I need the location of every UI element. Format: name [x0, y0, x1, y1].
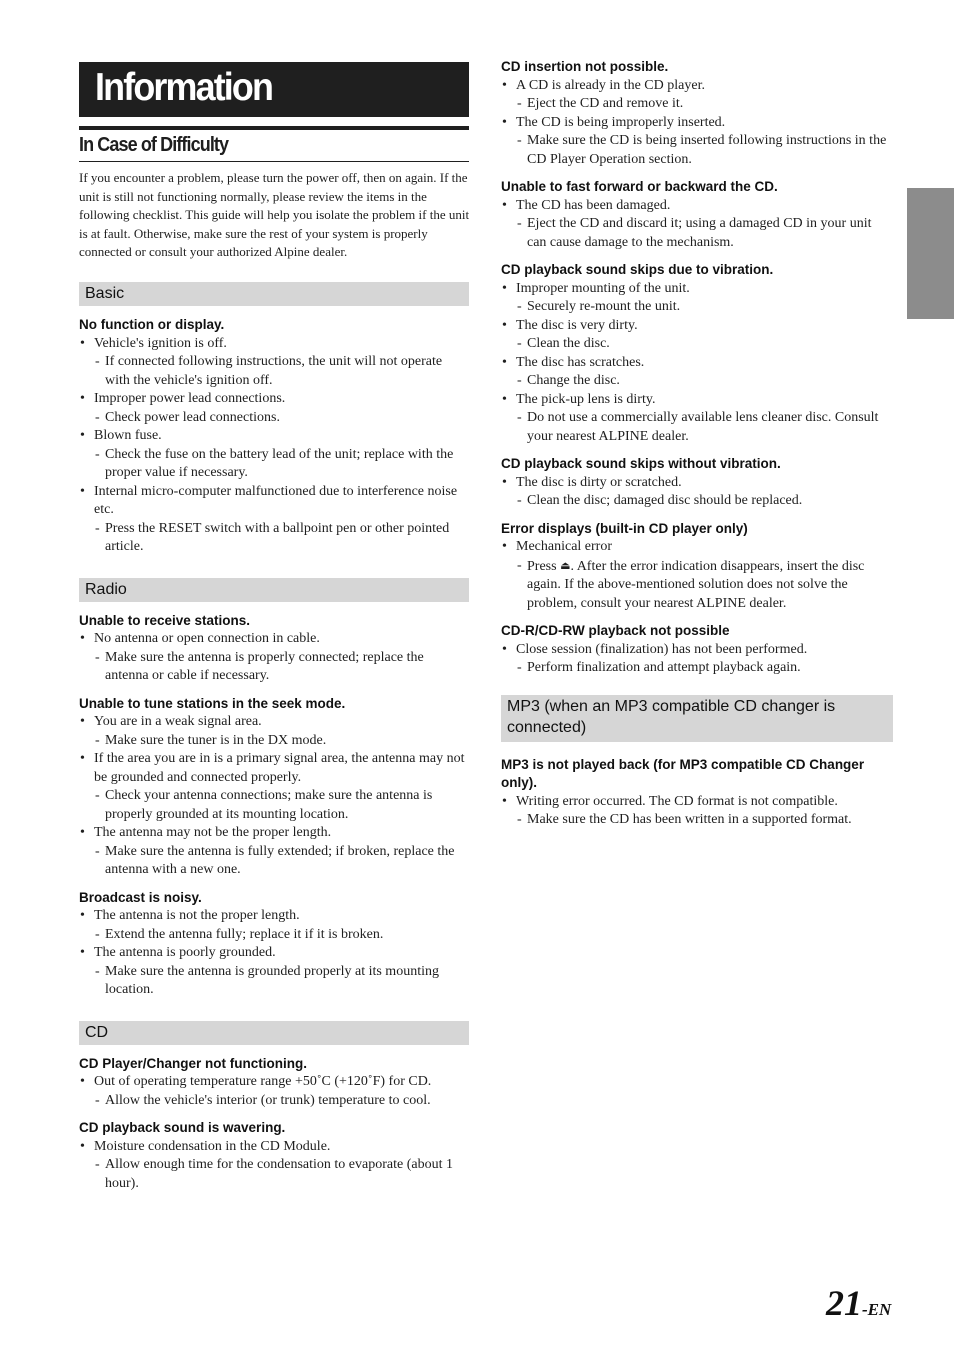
cause-bullet: • The CD is being improperly inserted. — [501, 114, 893, 133]
item-title: No function or display. — [79, 317, 225, 332]
cause-bullet: • A CD is already in the CD player. — [501, 77, 893, 96]
cause-bullet: • Out of operating temperature range +50˚C (+120˚F) for CD. — [79, 1073, 469, 1092]
remedy-text-prefix: Press — [527, 558, 557, 574]
cause-bullet: • The disc has scratches. — [501, 354, 893, 373]
cause-bullet: • The disc is dirty or scratched. — [501, 474, 893, 493]
page-number-value: 21 — [826, 1283, 862, 1323]
page-number — [826, 1282, 891, 1324]
item-title: CD playback sound skips due to vibration. — [501, 262, 774, 277]
item-title: CD playback sound is wavering. — [79, 1120, 286, 1135]
item-title: Unable to tune stations in the seek mode. — [79, 695, 346, 711]
cause-bullet: • The antenna is poorly grounded. — [79, 944, 469, 963]
remedy-line: - Change the disc. — [501, 372, 893, 391]
remedy-line — [501, 557, 893, 614]
cause-bullet: • Improper mounting of the unit. — [501, 280, 893, 299]
side-tab-marker — [907, 188, 954, 319]
page-title: Information — [95, 66, 273, 109]
remedy-line: - Make sure the antenna is fully extended; if broken, replace the antenna with a new one. — [79, 843, 469, 880]
troubleshooting-item — [79, 612, 469, 686]
item-title: CD Player/Changer not functioning. — [79, 1055, 308, 1071]
cause-bullet: • If the area you are in is a primary signal area, the antenna may not be grounded and connected properly. — [79, 750, 469, 787]
cause-bullet: • Close session (finalization) has not been performed. — [501, 641, 893, 660]
item-title: Error displays (built-in CD player only) — [501, 520, 748, 536]
remedy-line: - Allow enough time for the condensation to evaporate (about 1 hour). — [79, 1156, 469, 1193]
page-subtitle: In Case of Difficulty — [79, 134, 229, 156]
section-heading-basic: Basic — [79, 282, 469, 306]
troubleshooting-item — [501, 178, 893, 252]
troubleshooting-item — [501, 261, 893, 446]
page-number-suffix: -EN — [862, 1300, 892, 1319]
mp3-items — [501, 756, 893, 830]
cd-items-right — [501, 58, 893, 678]
right-flow — [501, 58, 893, 839]
remedy-line: - Extend the antenna fully; replace it if it is broken. — [79, 926, 469, 945]
cause-bullet: • Moisture condensation in the CD Module. — [79, 1138, 469, 1157]
item-title: CD insertion not possible. — [501, 59, 669, 74]
intro-paragraph: If you encounter a problem, please turn the power off, then on again. If the unit is still not functioning normally, please review the items in the following checklist. This guide will help you isolate the problem if the unit is at fault. Otherwise, make sure the rest of your system is properly connected or consult your authorized Alpine dealer. — [79, 170, 470, 259]
remedy-text-suffix: . After the error indication disappears, insert the disc again. If the above-mentioned solution does not solve the problem, consult your nearest ALPINE dealer. — [527, 558, 865, 611]
radio-items — [79, 612, 469, 1000]
cause-bullet: • You are in a weak signal area. — [79, 713, 469, 732]
troubleshooting-item — [501, 622, 893, 678]
troubleshooting-item — [79, 889, 469, 1000]
cause-bullet: • The CD has been damaged. — [501, 197, 893, 216]
remedy-line: - Make sure the antenna is properly connected; replace the antenna or cable if necessary. — [79, 649, 469, 686]
item-title: MP3 is not played back (for MP3 compatible CD Changer only). — [501, 756, 865, 790]
section-heading-cd: CD — [79, 1021, 469, 1045]
troubleshooting-item — [501, 58, 893, 169]
troubleshooting-item — [501, 520, 893, 614]
remedy-line: - If connected following instructions, the unit will not operate with the vehicle's ignition off. — [79, 353, 469, 390]
cause-bullet: • Internal micro-computer malfunctioned due to interference noise etc. — [79, 483, 469, 520]
remedy-line: - Make sure the CD is being inserted following instructions in the CD Player Operation section. — [501, 132, 893, 169]
left-flow — [79, 282, 469, 1202]
troubleshooting-item — [79, 695, 469, 880]
remedy-line: - Make sure the CD has been written in a supported format. — [501, 811, 893, 830]
cause-bullet: • The antenna may not be the proper length. — [79, 824, 469, 843]
basic-items — [79, 316, 469, 557]
remedy-line: - Eject the CD and discard it; using a damaged CD in your unit can cause damage to the mechanism. — [501, 215, 893, 252]
subtitle-bar — [79, 126, 469, 162]
remedy-line: - Clean the disc. — [501, 335, 893, 354]
cause-bullet: • The disc is very dirty. — [501, 317, 893, 336]
troubleshooting-item — [501, 756, 893, 830]
remedy-line: - Check power lead connections. — [79, 409, 469, 428]
cause-bullet: • The pick-up lens is dirty. — [501, 391, 893, 410]
remedy-line: - Check the fuse on the battery lead of the unit; replace with the proper value if necessary. — [79, 446, 469, 483]
troubleshooting-item — [79, 1119, 469, 1193]
eject-icon: ⏏ — [560, 559, 571, 572]
remedy-line: - Make sure the tuner is in the DX mode. — [79, 732, 469, 751]
cause-bullet: • No antenna or open connection in cable. — [79, 630, 469, 649]
cause-bullet: • Improper power lead connections. — [79, 390, 469, 409]
cause-bullet: • Mechanical error — [501, 538, 893, 557]
remedy-line: - Allow the vehicle's interior (or trunk) temperature to cool. — [79, 1092, 469, 1111]
remedy-line: - Securely re-mount the unit. — [501, 298, 893, 317]
troubleshooting-item — [79, 1055, 469, 1111]
remedy-line: - Press the RESET switch with a ballpoint pen or other pointed article. — [79, 520, 469, 557]
item-title: Unable to receive stations. — [79, 612, 251, 628]
section-heading-mp3: MP3 (when an MP3 compatible CD changer is connected) — [501, 695, 893, 742]
remedy-line: - Eject the CD and remove it. — [501, 95, 893, 114]
cause-bullet: • The antenna is not the proper length. — [79, 907, 469, 926]
item-title: CD-R/CD-RW playback not possible — [501, 623, 730, 638]
remedy-line: - Clean the disc; damaged disc should be replaced. — [501, 492, 893, 511]
cause-bullet: • Writing error occurred. The CD format is not compatible. — [501, 793, 893, 812]
remedy-line: - Make sure the antenna is grounded properly at its mounting location. — [79, 963, 469, 1000]
remedy-line: - Perform finalization and attempt playback again. — [501, 659, 893, 678]
title-bar — [79, 62, 469, 117]
item-title: Broadcast is noisy. — [79, 889, 202, 905]
cause-bullet: • Vehicle's ignition is off. — [79, 335, 469, 354]
remedy-line: - Check your antenna connections; make sure the antenna is properly grounded at its mounting location. — [79, 787, 469, 824]
cd-items-left — [79, 1055, 469, 1194]
item-title: Unable to fast forward or backward the CD. — [501, 179, 778, 194]
troubleshooting-item — [79, 316, 469, 557]
troubleshooting-item — [501, 455, 893, 511]
item-title: CD playback sound skips without vibration. — [501, 456, 781, 471]
section-heading-radio: Radio — [79, 578, 469, 602]
remedy-line: - Do not use a commercially available lens cleaner disc. Consult your nearest ALPINE dealer. — [501, 409, 893, 446]
cause-bullet: • Blown fuse. — [79, 427, 469, 446]
